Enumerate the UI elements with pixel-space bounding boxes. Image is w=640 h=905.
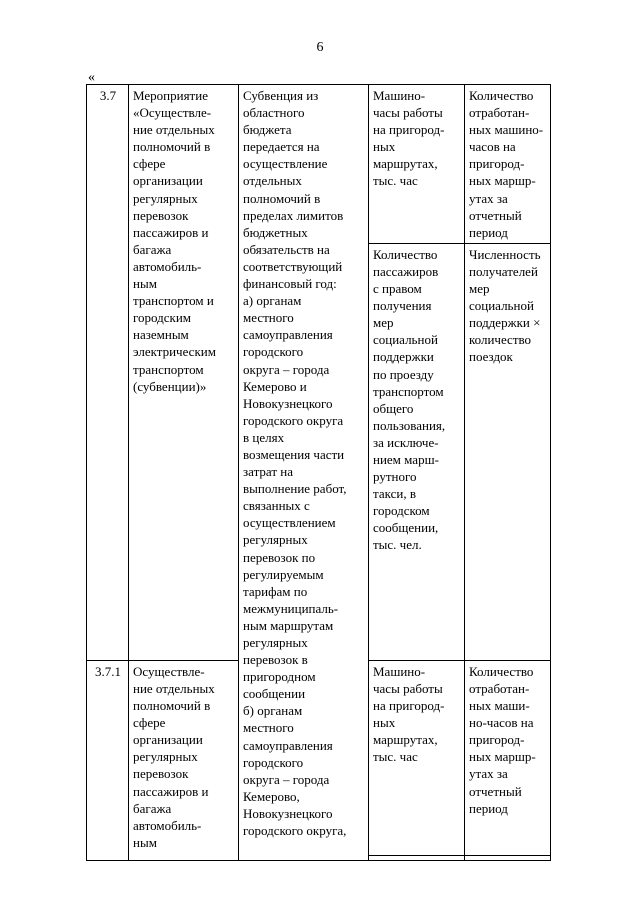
- table-row: [87, 85, 551, 244]
- indicator-cell: [369, 85, 465, 244]
- page-number: 6: [316, 40, 324, 55]
- source-description: Субвенция из областного бюджета передается на осуществление отдельных полномочий в пределах лимитов бюджетных обязательств на соответствующий финансовый год: а) органам местного самоуправления городского округа – города Кемерово и Новокузнецкого городского округа в целях возмещения части затрат на выполнение работ, связанных с осуществлением регулярных перевозок по регулируемым тарифам по межмуниципаль- ным маршрутам регулярных перевозок в пригородном сообщении б) органам местного самоуправления городского округа – города Кемерово, Новокузнецкого городского округа,: [243, 88, 347, 839]
- row-number: 3.7.1: [87, 660, 129, 860]
- event-name: Осуществле- ние отдельных полномочий в сфере организации регулярных перевозок пассажиров и багажа автомобиль- ным: [133, 663, 215, 850]
- indicator-cell: [369, 243, 465, 660]
- indicator-text: Машино- часы работы на пригород- ных маршрутах, тыс. час: [373, 88, 445, 189]
- method-text: Количество отработан- ных машино-часов на пригород- ных маршр- утах за отчетный период: [469, 88, 544, 240]
- event-name-cell: [129, 85, 239, 661]
- empty-cell: [369, 855, 465, 860]
- method-cell: [465, 85, 551, 244]
- event-name-cell: [129, 660, 239, 860]
- empty-cell: [465, 855, 551, 860]
- measures-table: [86, 84, 551, 861]
- method-text: Численность получателей мер социальной поддержки × количество поездок: [469, 246, 541, 365]
- opening-quote: «: [88, 70, 95, 85]
- event-name: Мероприятие «Осуществле- ние отдельных полномочий в сфере организации регулярных перевозок пассажиров и багажа автомобиль- ным транспортом и городским наземным электрическим транспортом (субвенции)»: [133, 88, 216, 394]
- method-cell: [465, 243, 551, 660]
- indicator-text: Машино- часы работы на пригород- ных маршрутах, тыс. час: [373, 663, 445, 765]
- row-number: 3.7: [87, 85, 129, 661]
- method-text: Количество отработан- ных маши- но-часов на пригород- ных маршр- утах за отчетный период: [469, 663, 536, 816]
- method-cell: [465, 660, 551, 855]
- indicator-text: Количество пассажиров с правом получения мер социальной поддержки по проезду транспортом общего пользования, за исключе- нием марш- рутного такси, в городском сообщении, тыс. чел.: [373, 246, 446, 553]
- indicator-cell: [369, 660, 465, 855]
- source-description-cell: [239, 85, 369, 861]
